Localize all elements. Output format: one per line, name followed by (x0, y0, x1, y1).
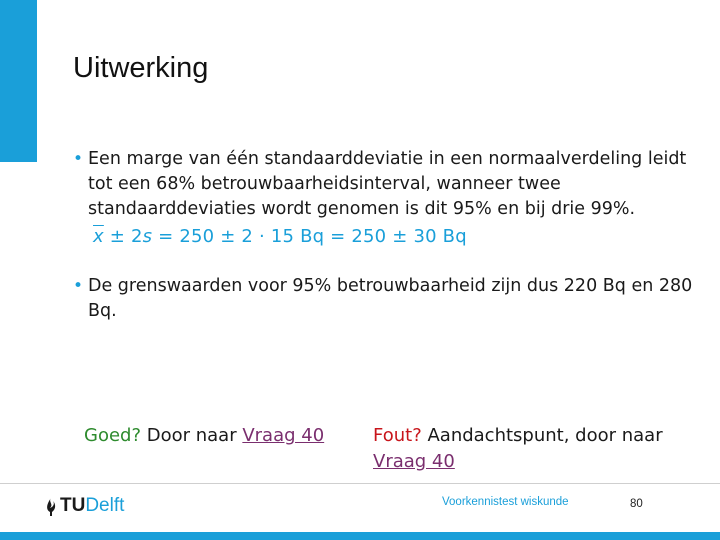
formula-sd: s (142, 226, 153, 247)
answer-wrong (373, 423, 703, 475)
page-number: 80 (630, 498, 643, 510)
answer-correct-text: Door naar (141, 425, 243, 446)
footer-title: Voorkennistest wiskunde (442, 496, 569, 508)
footer-divider (0, 483, 720, 484)
formula-part: = 250 ± 2 · 15 Bq = 250 ± 30 Bq (152, 226, 467, 247)
review-question-40-link[interactable]: Vraag 40 (373, 451, 455, 472)
answer-wrong-text: Aandachtspunt, door naar (421, 425, 663, 446)
logo-tu-text: TU (60, 495, 86, 516)
tu-delft-flame-icon (44, 497, 58, 517)
bullet-list (73, 147, 693, 324)
bullet-item (73, 274, 693, 324)
footer-accent-bar (0, 532, 720, 540)
bullet-item (73, 147, 693, 222)
answer-wrong-prefix: Fout? (373, 425, 422, 446)
formula (93, 226, 693, 247)
bullet-marker: • (73, 149, 84, 169)
answer-correct-prefix: Goed? (84, 425, 142, 446)
accent-bar (0, 0, 37, 162)
bullet-text: De grenswaarden voor 95% betrouwbaarheid zijn dus 220 Bq en 280 Bq. (88, 276, 693, 321)
tu-delft-logo (44, 489, 124, 517)
slide-title: Uitwerking (73, 52, 209, 84)
bullet-marker: • (73, 276, 84, 296)
bullet-text: Een marge van één standaarddeviatie in een normaalverdeling leidt tot een 68% betrouwbaarheidsinterval, wanneer twee standaarddeviaties wordt genomen is dit 95% en bij drie 99%. (88, 149, 687, 219)
answer-correct (84, 423, 324, 449)
logo-delft-text: Delft (85, 495, 125, 516)
formula-mean: $\overline{x}$ (93, 226, 104, 247)
formula-part: ± 2 (103, 226, 143, 247)
goto-question-40-link[interactable]: Vraag 40 (242, 425, 325, 446)
